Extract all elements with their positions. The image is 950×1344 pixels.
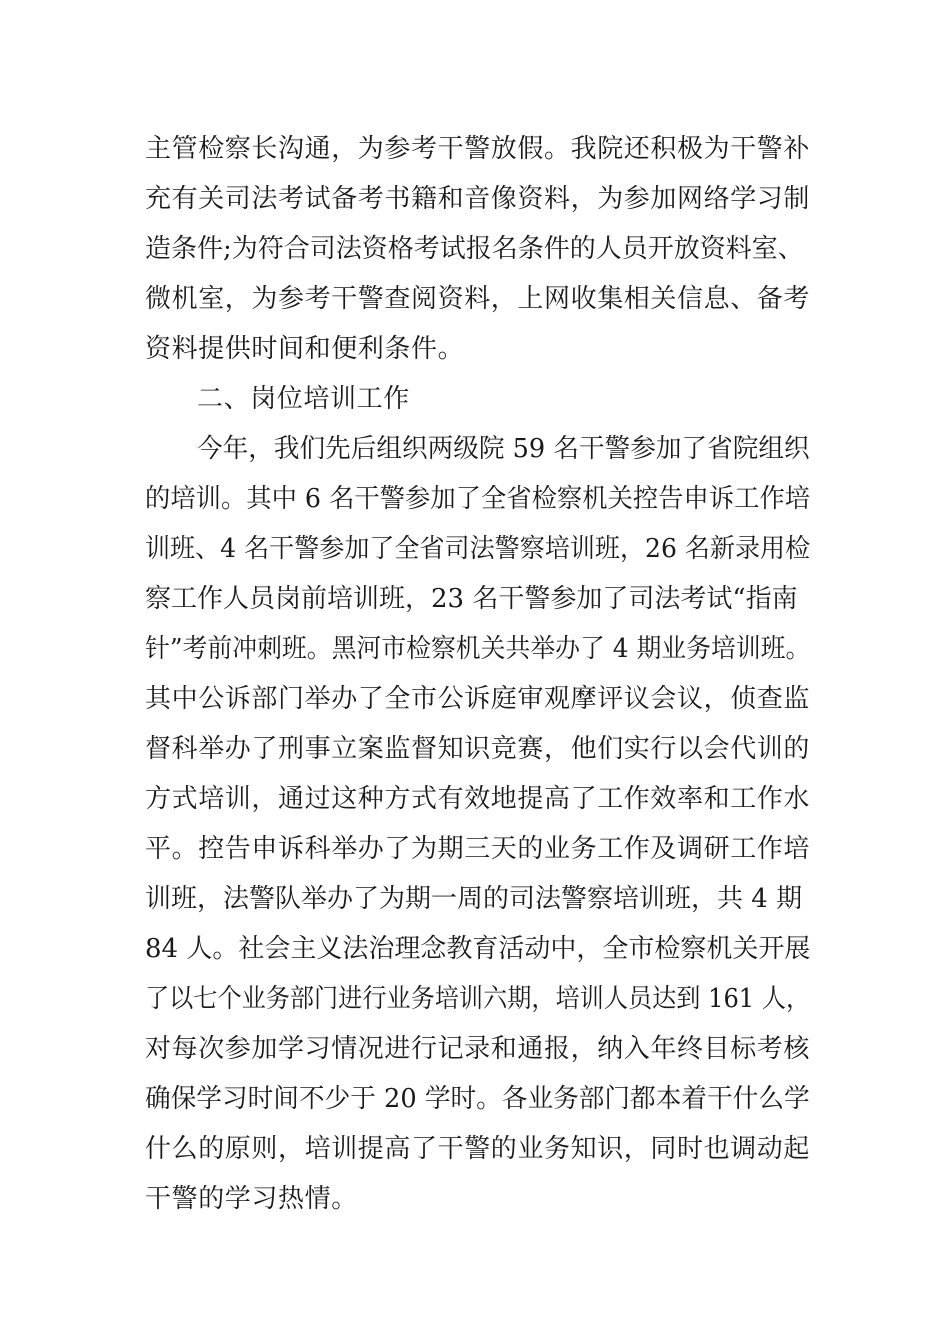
- paragraph-line-19: 对每次参加学习情况进行记录和通报，纳入年终目标考核: [145, 1034, 811, 1064]
- paragraph-line-3: 造条件;为符合司法资格考试报名条件的人员开放资料室、: [145, 234, 804, 264]
- section-heading: 二、岗位培训工作: [197, 384, 410, 414]
- paragraph-line-2: 充有关司法考试备考书籍和音像资料，为参加网络学习制: [145, 184, 811, 214]
- paragraph-line-22: 干警的学习热情。: [145, 1184, 358, 1214]
- paragraph-line-13: 督科举办了刑事立案监督知识竞赛，他们实行以会代训的: [145, 734, 811, 764]
- paragraph-line-14: 方式培训，通过这种方式有效地提高了工作效率和工作水: [145, 784, 811, 814]
- paragraph-line-15: 平。控告申诉科举办了为期三天的业务工作及调研工作培: [145, 834, 811, 864]
- paragraph-line-17: 84 人。社会主义法治理念教育活动中，全市检察机关开展: [145, 934, 811, 964]
- paragraph-line-16: 训班，法警队举办了为期一周的司法警察培训班，共 4 期: [145, 884, 803, 914]
- paragraph-line-7: 今年，我们先后组织两级院 59 名干警参加了省院组织: [197, 434, 810, 464]
- paragraph-line-20: 确保学习时间不少于 20 学时。各业务部门都本着干什么学: [145, 1084, 810, 1114]
- paragraph-line-10: 察工作人员岗前培训班，23 名干警参加了司法考试“指南: [145, 584, 798, 614]
- paragraph-line-1: 主管检察长沟通，为参考干警放假。我院还积极为干警补: [145, 134, 811, 164]
- paragraph-line-4: 微机室，为参考干警查阅资料，上网收集相关信息、备考: [145, 284, 811, 314]
- paragraph-line-18: 了以七个业务部门进行业务培训六期，培训人员达到 161 人，: [145, 984, 811, 1014]
- paragraph-line-8: 的培训。其中 6 名干警参加了全省检察机关控告申诉工作培: [145, 484, 811, 514]
- paragraph-line-5: 资料提供时间和便利条件。: [145, 334, 465, 364]
- paragraph-line-12: 其中公诉部门举办了全市公诉庭审观摩评议会议，侦查监: [145, 684, 811, 714]
- paragraph-line-11: 针”考前冲刺班。黑河市检察机关共举办了 4 期业务培训班。: [145, 634, 811, 664]
- paragraph-line-21: 什么的原则，培训提高了干警的业务知识，同时也调动起: [145, 1134, 811, 1164]
- paragraph-line-9: 训班、4 名干警参加了全省司法警察培训班，26 名新录用检: [145, 534, 811, 564]
